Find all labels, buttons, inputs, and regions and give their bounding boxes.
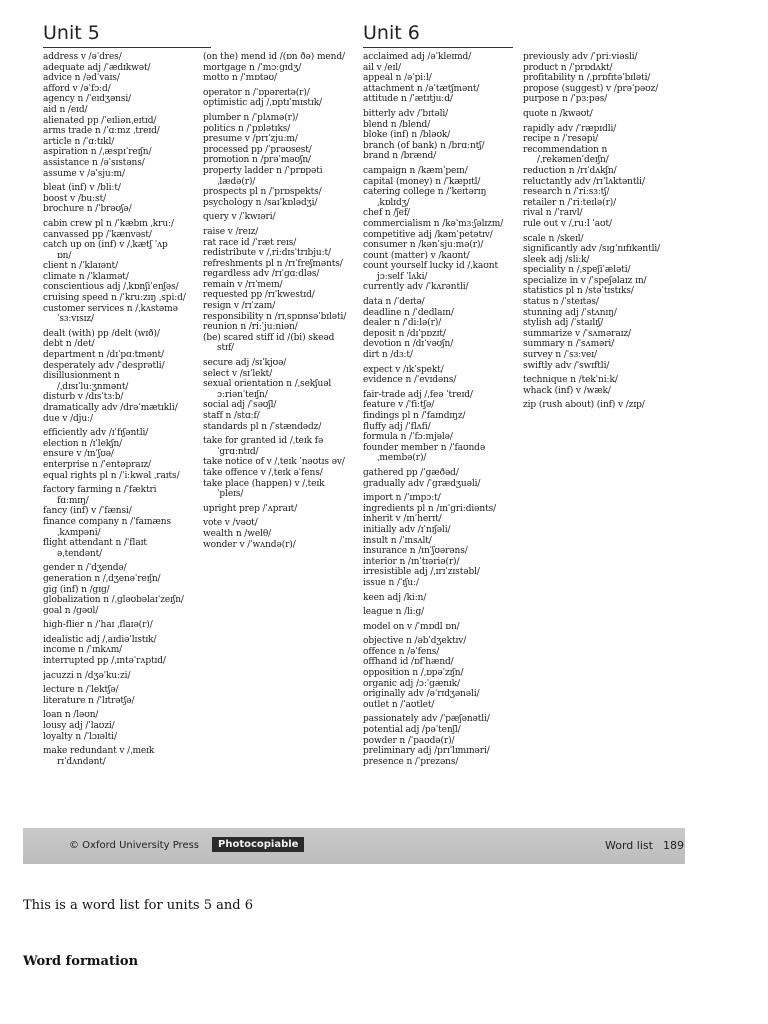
word-entry: equal rights pl n /ˈiːkwəl ˌraɪts/ [43, 470, 180, 481]
word-entry: data n /ˈdeɪtə/ [363, 297, 425, 308]
word-entry: swiftly adv /ˈswɪftli/ [523, 360, 610, 371]
word-entry: potential adj /pəˈtenʃl/ [363, 725, 461, 736]
footer-section-label: Word list [605, 839, 653, 852]
word-entry: formula n /ˈfɔːmjələ/ [363, 432, 453, 443]
word-entry: remain v /rɪˈmeɪn/ [203, 279, 283, 290]
word-entry: ail v /eɪl/ [363, 62, 401, 73]
word-entry: take offence v /ˌteɪk əˈfens/ [203, 467, 323, 478]
image-caption: This is a word list for units 5 and 6 [23, 898, 253, 913]
word-entry: efficiently adv /ɪˈfɪʃəntli/ [43, 428, 149, 439]
word-entry: fancy (inf) v /ˈfænsi/ [43, 506, 132, 517]
word-entry: rapidly adv /ˈræpɪdli/ [523, 123, 617, 134]
word-entry: desperately adv /ˈdesprətli/ [43, 360, 165, 371]
word-entry: aid n /eɪd/ [43, 104, 88, 115]
word-entry: stunning adj /ˈstʌnɪŋ/ [523, 307, 617, 318]
word-entry: resign v /rɪˈzaɪn/ [203, 301, 276, 312]
word-entry: dramatically adv /drəˈmætɪkli/ [43, 403, 178, 413]
word-entry: rule out v /ˌruːl ˈaʊt/ [523, 218, 612, 229]
word-entry: cabin crew pl n /ˈkæbɪn ˌkruː/ [43, 218, 174, 229]
word-entry: currently adv /ˈkʌrəntli/ [363, 282, 469, 293]
word-entry: zip (rush about) (inf) v /zɪp/ [523, 400, 645, 411]
word-entry: preliminary adj /prɪˈlɪmɪnəri/ [363, 746, 490, 757]
word-entry: bloke (inf) n /bləʊk/ [363, 130, 451, 141]
word-entry: scale n /skeɪl/ [523, 233, 584, 244]
word-entry: interrupted pp /ˌɪntəˈrʌptɪd/ [43, 656, 166, 667]
word-entry: acclaimed adj /əˈkleɪmd/ [363, 52, 472, 62]
word-entry: select v /sɪˈlekt/ [203, 368, 273, 379]
word-entry: afford v /əˈfɔːd/ [43, 83, 111, 94]
word-entry: promotion n /prəˈməʊʃn/ [203, 155, 311, 166]
word-entry: summarize v /ˈsʌməraɪz/ [523, 328, 631, 339]
word-entry: jɔːself ˈlʌki/ [377, 271, 428, 282]
word-entry: ˌkɒlɪdʒ/ [377, 197, 410, 208]
word-entry: high-flier n /ˈhaɪ ˌflaɪə(r)/ [43, 620, 153, 631]
word-entry: league n /liːg/ [363, 607, 425, 618]
word-list-scan [23, 0, 685, 866]
word-entry: cruising speed n /ˈkruːzɪŋ ˌspiːd/ [43, 293, 186, 304]
word-entry: income n /ˈɪnkʌm/ [43, 645, 123, 656]
word-entry: motto n /ˈmɒtəʊ/ [203, 73, 277, 84]
word-entry: survey n /ˈsɜːveɪ/ [523, 350, 597, 361]
word-entry: inherit v /ɪnˈherɪt/ [363, 514, 442, 525]
word-entry: climate n /ˈklaɪmət/ [43, 271, 129, 282]
word-entry: objective n /əbˈdʒektɪv/ [363, 636, 467, 647]
word-entry: (be) scared stiff id /(bi) skeəd [203, 332, 335, 343]
word-entry: fɑːmɪŋ/ [57, 495, 89, 506]
word-entry: speciality n /ˌspeʃiˈæləti/ [523, 265, 631, 276]
word-entry: recipe n /ˈresəpi/ [523, 134, 599, 145]
word-entry: ingredients pl n /ɪnˈgriːdiənts/ [363, 503, 497, 514]
word-entry: canvassed pp /ˈkænvəst/ [43, 229, 152, 240]
word-entry: loyalty n /ˈlɔɪəlti/ [43, 731, 117, 742]
word-entry: debt n /det/ [43, 339, 95, 350]
word-entry: operator n /ˈɒpəreɪtə(r)/ [203, 87, 310, 98]
word-entry: enterprise n /ˈentəpraɪz/ [43, 459, 151, 470]
word-entry: campaign n /kæmˈpeɪn/ [363, 165, 468, 176]
unit-6-heading: Unit 6 [363, 20, 513, 48]
word-entry: offence n /əˈfens/ [363, 646, 440, 657]
word-entry: brochure n /ˈbrəʊʃə/ [43, 204, 132, 215]
photocopiable-badge: Photocopiable [212, 837, 304, 852]
word-entry: literature n /ˈlɪtrətʃə/ [43, 695, 135, 706]
word-entry: /ˌrekəmenˈdeɪʃn/ [537, 155, 609, 166]
word-entry: requested pp /rɪˈkwestɪd/ [203, 290, 315, 301]
word-entry: founder member n /ˈfaʊndə [363, 442, 486, 453]
word-entry: feature v /ˈfiːtʃə/ [363, 400, 435, 411]
word-entry: sleek adj /sliːk/ [523, 254, 590, 265]
word-entry: redistribute v /ˌriːdɪsˈtrɪbjuːt/ [203, 248, 331, 259]
word-column-3 [363, 52, 523, 767]
word-entry: count yourself lucky id /ˌkaʊnt [363, 261, 498, 272]
word-entry: irresistible adj /ˌɪrɪˈzɪstəbl/ [363, 567, 480, 578]
word-entry: due v /djuː/ [43, 413, 93, 424]
word-entry: brand n /brænd/ [363, 151, 437, 162]
word-entry: ˌlædə(r)/ [217, 176, 256, 187]
word-entry: dirt n /dɜːt/ [363, 350, 413, 361]
word-entry: rival n /ˈraɪvl/ [523, 208, 583, 219]
word-entry: profitability n /ˌprɒfɪtəˈbɪləti/ [523, 73, 651, 84]
publisher-credit: © Oxford University Press [69, 840, 200, 851]
word-entry: initially adv /ɪˈnɪʃəli/ [363, 524, 451, 535]
word-entry: idealistic adj /ˌaɪdiəˈlɪstɪk/ [43, 634, 157, 645]
word-entry: insult n /ˈɪnsʌlt/ [363, 535, 432, 546]
word-entry: significantly adv /sɪgˈnɪfɪkəntli/ [523, 244, 661, 255]
word-entry: aspiration n /ˌæspɪˈreɪʃn/ [43, 147, 152, 158]
word-entry: query v /ˈkwɪəri/ [203, 212, 276, 223]
word-entry: arms trade n /ˈɑːmz ˌtreɪd/ [43, 126, 160, 137]
word-entry: expect v /ɪkˈspekt/ [363, 364, 444, 375]
word-entry: bleat (inf) v /bliːt/ [43, 183, 121, 194]
word-entry: branch (of bank) n /brɑːntʃ/ [363, 140, 485, 151]
word-entry: dealt (with) pp /delt (wɪð)/ [43, 328, 160, 339]
word-entry: statistics pl n /stəˈtɪstɪks/ [523, 286, 634, 297]
word-entry: property ladder n /ˈprɒpəti [203, 165, 323, 176]
word-entry: presume v /prɪˈzjuːm/ [203, 134, 298, 145]
word-entry: /ˌdɪsɪˈluːʒnmənt/ [57, 381, 129, 392]
word-entry: attitude n /ˈætɪtjuːd/ [363, 94, 453, 105]
word-entry: ˈpleɪs/ [217, 489, 244, 500]
word-entry: insurance n /ɪnˈʃʊərəns/ [363, 546, 468, 557]
page-footer-bar [23, 828, 685, 864]
word-entry: loan n /ləʊn/ [43, 710, 99, 721]
word-entry: model on v /ˈmɒdl ɒn/ [363, 621, 460, 632]
page-number: 189 [663, 839, 684, 852]
word-entry: disillusionment n [43, 371, 120, 382]
word-entry: customer services n /ˌkʌstəmə [43, 303, 178, 314]
word-entry: alienated pp /ˈeɪliənˌeɪtɪd/ [43, 115, 157, 126]
word-entry: rɪˈdʌndənt/ [57, 756, 106, 767]
word-entry: ɔːriənˈteɪʃn/ [217, 389, 268, 400]
word-entry: offhand id /ɒfˈhænd/ [363, 657, 454, 668]
word-entry: research n /ˈriːsɜːtʃ/ [523, 187, 610, 198]
unit-5-heading: Unit 5 [43, 20, 211, 48]
word-entry: ˌmembə(r)/ [377, 453, 427, 464]
word-entry: plumber n /ˈplʌmə(r)/ [203, 112, 299, 123]
word-entry: boost v /buːst/ [43, 193, 107, 204]
word-entry: ensure v /ɪnˈʃʊə/ [43, 449, 114, 460]
word-entry: ˌkʌmpəni/ [57, 527, 101, 538]
word-entry: passionately adv /ˈpæʃənətli/ [363, 714, 490, 725]
word-entry: wealth n /welθ/ [203, 528, 272, 539]
word-entry: flight attendant n /ˈflaɪt [43, 538, 147, 549]
word-entry: purpose n /ˈpɜːpəs/ [523, 94, 608, 105]
word-entry: client n /ˈklaɪənt/ [43, 261, 119, 272]
word-entry: əˌtendənt/ [57, 548, 103, 559]
word-column-2 [203, 52, 363, 550]
word-entry: bitterly adv /ˈbɪtəli/ [363, 108, 449, 119]
word-entry: fair-trade adj /ˌfeə ˈtreɪd/ [363, 389, 473, 400]
word-entry: assistance n /əˈsɪstəns/ [43, 157, 145, 168]
word-entry: secure adj /sɪˈkjʊə/ [203, 358, 287, 369]
word-entry: department n /dɪˈpɑːtmənt/ [43, 350, 164, 361]
word-entry: sexual orientation n /ˌsekʃuəl [203, 379, 332, 390]
word-entry: lousy adj /ˈlaʊzi/ [43, 721, 115, 732]
word-entry: interior n /ɪnˈtɪəriə(r)/ [363, 556, 460, 567]
word-entry: evidence n /ˈevɪdəns/ [363, 375, 457, 386]
word-entry: organic adj /ɔːˈgænɪk/ [363, 678, 460, 689]
word-column-1 [43, 52, 203, 767]
word-entry: presence n /ˈprezəns/ [363, 756, 459, 767]
word-entry: gender n /ˈdʒendə/ [43, 563, 127, 574]
word-entry: regardless adv /rɪˈgɑːdləs/ [203, 269, 320, 280]
word-entry: agency n /ˈeɪdʒənsi/ [43, 94, 132, 105]
word-entry: jacuzzi n /dʒəˈkuːzi/ [43, 670, 131, 681]
word-entry: retailer n /ˈriːteɪlə(r)/ [523, 197, 617, 208]
word-entry: dealer n /ˈdiːlə(r)/ [363, 318, 442, 329]
word-entry: optimistic adj /ˌɒptɪˈmɪstɪk/ [203, 98, 322, 109]
word-entry: take place (happen) v /ˌteɪk [203, 478, 325, 489]
word-entry: lecture n /ˈlektʃə/ [43, 685, 119, 696]
word-entry: product n /ˈprɒdʌkt/ [523, 62, 613, 73]
word-entry: psychology n /saɪˈkɒlədʒi/ [203, 197, 318, 208]
word-entry: processed pp /ˈprəʊsest/ [203, 144, 312, 155]
word-entry: take notice of v /ˌteɪk ˈnəʊtɪs əv/ [203, 457, 345, 468]
word-entry: raise v /reɪz/ [203, 226, 259, 237]
word-entry: upright prep /ˈʌpraɪt/ [203, 503, 298, 514]
word-entry: goal n /gəʊl/ [43, 605, 99, 616]
word-entry: stylish adj /ˈstaɪlɪʃ/ [523, 318, 604, 329]
word-entry: article n /ˈɑːtɪkl/ [43, 136, 115, 147]
word-entry: technique n /tekˈniːk/ [523, 375, 618, 386]
word-entry: import n /ˈɪmpɔːt/ [363, 493, 441, 504]
word-entry: advice n /ədˈvaɪs/ [43, 73, 120, 84]
word-entry: disturb v /dɪsˈtɜːb/ [43, 392, 124, 403]
word-entry: ɒn/ [57, 250, 72, 261]
word-entry: count (matter) v /kaʊnt/ [363, 250, 470, 261]
word-entry: chef n /ʃef/ [363, 208, 410, 219]
word-entry: whack (inf) v /wæk/ [523, 385, 611, 396]
word-entry: summary n /ˈsʌməri/ [523, 339, 615, 350]
word-entry: (on the) mend id /(ɒn ðə) mend/ [203, 52, 345, 62]
word-entry: wonder v /ˈwʌndə(r)/ [203, 539, 296, 550]
word-entry: generation n /ˌdʒenəˈreɪʃn/ [43, 573, 161, 584]
word-entry: ˈsɜːvɪsɪz/ [57, 314, 94, 325]
word-entry: take for granted id /ˌteɪk fə [203, 436, 324, 447]
word-entry: originally adv /əˈrɪdʒənəli/ [363, 689, 480, 700]
word-entry: assume v /əˈsjuːm/ [43, 168, 125, 179]
word-entry: standards pl n /ˈstændədz/ [203, 421, 322, 432]
word-entry: factory farming n /ˈfæktri [43, 485, 157, 496]
word-entry: devotion n /dɪˈvəʊʃn/ [363, 339, 454, 350]
word-column-4 [523, 52, 683, 411]
word-entry: reluctantly adv /rɪˈlʌktəntli/ [523, 176, 645, 187]
word-entry: globalization n /ˌgləʊbəlaɪˈzeɪʃn/ [43, 595, 184, 606]
section-heading: Word formation [23, 954, 139, 969]
word-entry: rat race id /ˈræt reɪs/ [203, 237, 297, 248]
word-entry: adequate adj /ˈædɪkwət/ [43, 62, 151, 73]
word-entry: reduction n /rɪˈdʌkʃn/ [523, 165, 617, 176]
word-entry: gradually adv /ˈgrædʒuəli/ [363, 478, 481, 489]
word-entry: attachment n /əˈtætʃmənt/ [363, 83, 480, 94]
word-entry: election n /ɪˈlekʃn/ [43, 438, 123, 449]
word-entry: outlet n /ˈaʊtlet/ [363, 699, 435, 710]
word-entry: capital (money) n /ˈkæpɪtl/ [363, 176, 481, 187]
word-entry: gig (inf) n /gɪg/ [43, 584, 110, 595]
word-entry: competitive adj /kəmˈpetətɪv/ [363, 229, 493, 240]
word-entry: catch up on (inf) v /ˌkætʃ ˈʌp [43, 240, 168, 251]
word-entry: blend n /blend/ [363, 119, 431, 130]
word-entry: refreshments pl n /rɪˈfreʃmənts/ [203, 258, 343, 269]
word-entry: make redundant v /ˌmeɪk [43, 746, 155, 757]
word-entry: responsibility n /rɪˌspɒnsəˈbɪləti/ [203, 311, 347, 322]
word-entry: opposition n /ˌɒpəˈzɪʃn/ [363, 668, 464, 679]
word-entry: deadline n /ˈdedlaɪn/ [363, 307, 454, 318]
word-entry: catering college n /ˈkeɪtərɪŋ [363, 187, 487, 198]
word-entry: stɪf/ [217, 343, 234, 354]
word-entry: address v /əˈdres/ [43, 52, 122, 62]
word-entry: gathered pp /ˈgæðəd/ [363, 467, 459, 478]
word-entry: commercialism n /kəˈmɜːʃəlɪzm/ [363, 218, 504, 229]
word-entry: fluffy adj /ˈflʌfi/ [363, 421, 431, 432]
word-entry: powder n /ˈpaʊdə(r)/ [363, 735, 455, 746]
word-entry: ˈgrɑːntɪd/ [217, 446, 259, 457]
word-entry: conscientious adj /ˌkɒnʃiˈenʃəs/ [43, 282, 179, 293]
word-entry: appeal n /əˈpiːl/ [363, 73, 432, 84]
word-entry: previously adv /ˈpriːviəsli/ [523, 52, 638, 62]
word-entry: recommendation n [523, 144, 608, 155]
word-entry: keen adj /kiːn/ [363, 592, 427, 603]
word-entry: issue n /ˈɪʃuː/ [363, 577, 419, 588]
word-entry: deposit n /dɪˈpɒzɪt/ [363, 328, 446, 339]
word-entry: finance company n /ˈfaɪnæns [43, 516, 171, 527]
word-entry: quote n /kwəʊt/ [523, 108, 593, 119]
word-entry: social adj /ˈsəʊʃl/ [203, 400, 277, 411]
word-entry: vote v /vəʊt/ [203, 518, 258, 529]
word-entry: prospects pl n /ˈprɒspekts/ [203, 187, 322, 198]
word-entry: status n /ˈsteɪtəs/ [523, 297, 599, 308]
word-entry: staff n /stɑːf/ [203, 411, 260, 421]
word-entry: consumer n /kənˈsjuːmə(r)/ [363, 240, 484, 251]
word-entry: propose (suggest) v /prəˈpəʊz/ [523, 83, 659, 94]
word-entry: reunion n /riːˈjuːniən/ [203, 322, 298, 333]
word-entry: specialize in v /ˈspeʃəlaɪz ɪn/ [523, 275, 647, 286]
word-entry: mortgage n /ˈmɔːgɪdʒ/ [203, 62, 302, 73]
word-entry: findings pl n /ˈfaɪndɪŋz/ [363, 411, 466, 421]
word-entry: politics n /ˈpɒlətɪks/ [203, 123, 291, 134]
